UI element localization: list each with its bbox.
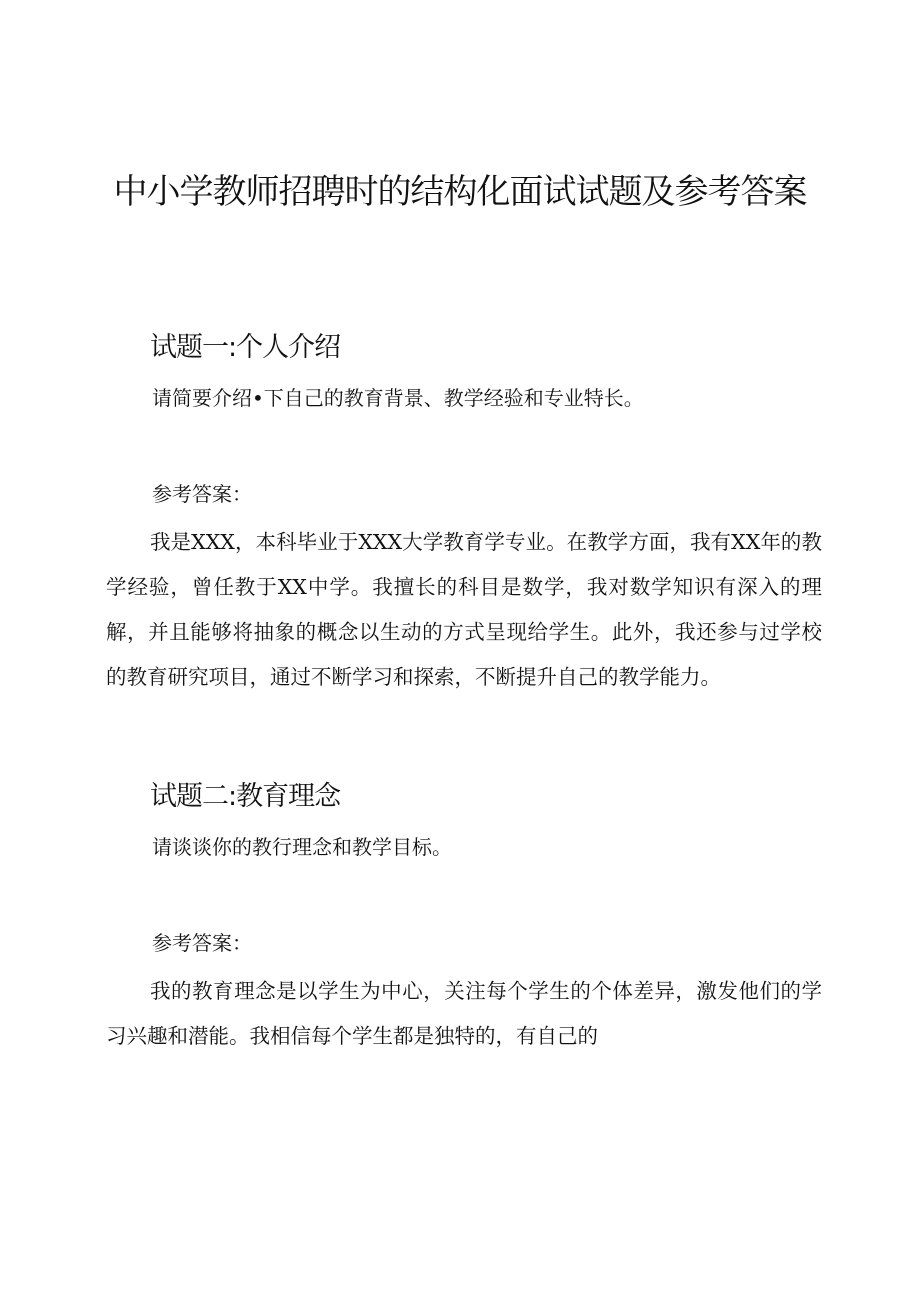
question-2-answer-label: 参考答案： <box>152 931 252 955</box>
question-2-answer: 我的教育理念是以学生为中心，关注每个学生的个体差异，激发他们的学习兴趣和潜能。我相信每个学生都是独特的，有自己的 <box>106 979 822 1048</box>
question-1-answer: 我是XXX，本科毕业于XXX大学教育学专业。在教学方面，我有XX年的教学经验，曾任教于XX中学。我擅长的科目是数学，我对数学知识有深入的理解，并且能够将抽象的概念以生动的方式呈现给学生。此外，我还参与过学校的教育研究项目，通过不断学习和探索，不断提升自己的教学能力。 <box>106 530 822 689</box>
question-1-prompt: 请简要介绍•下自己的教育背景、教学经验和专业特长。 <box>152 386 644 410</box>
document-title: 中小学教师招聘时的结构化面试试题及参考答案 <box>113 172 807 212</box>
question-1-answer-label: 参考答案： <box>152 482 252 506</box>
question-2-prompt: 请谈谈你的教行理念和教学目标。 <box>152 835 452 859</box>
question-2-heading: 试题二:教育理念 <box>150 781 341 812</box>
question-1-heading: 试题一:个人介绍 <box>150 332 341 363</box>
